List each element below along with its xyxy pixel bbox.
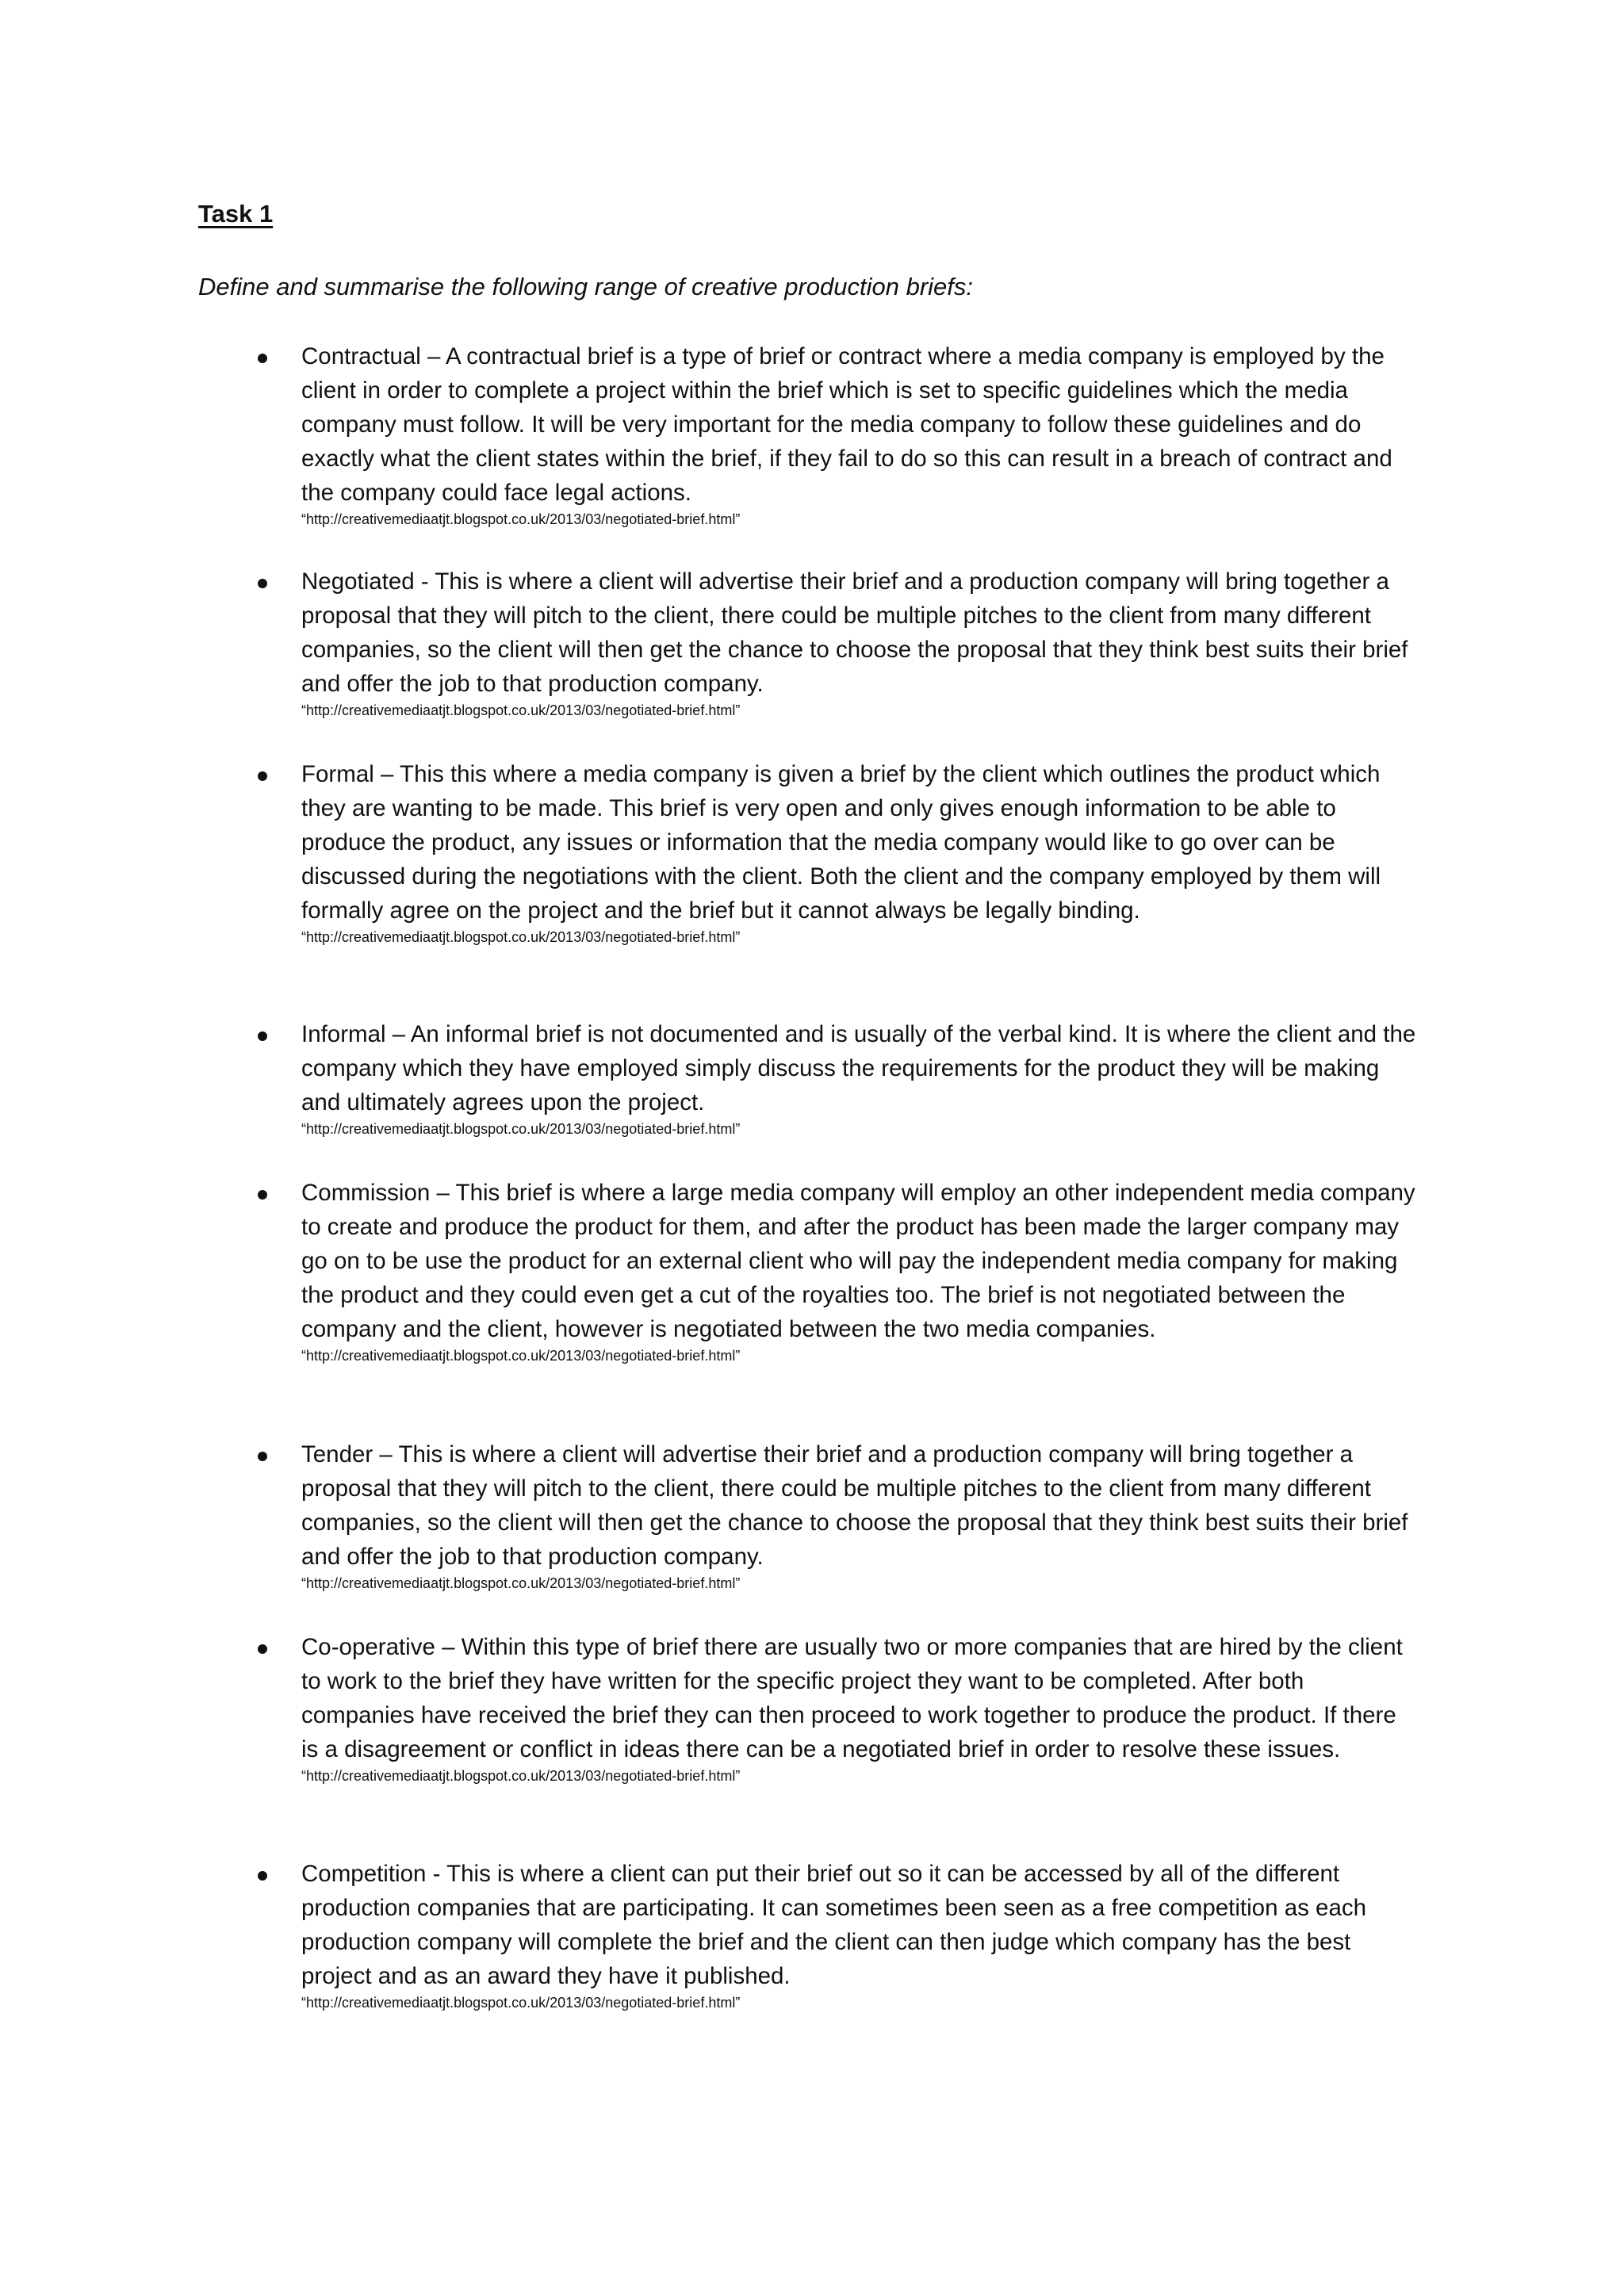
bullet-icon — [258, 1031, 267, 1041]
bullet-icon — [258, 579, 267, 588]
item-source: “http://creativemediaatjt.blogspot.co.uk/2013/03/negotiated-brief.html” — [301, 1348, 741, 1364]
list-item-informal — [301, 1017, 1419, 1138]
bullet-icon — [258, 354, 267, 363]
item-source: “http://creativemediaatjt.blogspot.co.uk/2013/03/negotiated-brief.html” — [301, 1995, 741, 2011]
bullet-icon — [258, 1871, 267, 1881]
list-item-formal — [301, 757, 1419, 947]
item-text: Commission – This brief is where a large media company will employ an other independent media company to create and produce the product for them, and after the product has been made the larger company may go on to be use the product for an external client who will pay the independent media company for making the product and they could even get a cut of the royalties too. The brief is not negotiated between the company and the client, however is negotiated between the two media companies. — [301, 1180, 1415, 1342]
task-instructions: Define and summarise the following range of creative production briefs: — [198, 273, 974, 300]
bullet-icon — [258, 1644, 267, 1654]
item-source: “http://creativemediaatjt.blogspot.co.uk/2013/03/negotiated-brief.html” — [301, 702, 741, 718]
list-item-commission — [301, 1176, 1419, 1365]
list-item-negotiated — [301, 564, 1419, 720]
list-item-co-operative — [301, 1630, 1419, 1785]
item-source: “http://creativemediaatjt.blogspot.co.uk/2013/03/negotiated-brief.html” — [301, 511, 741, 527]
item-source: “http://creativemediaatjt.blogspot.co.uk/2013/03/negotiated-brief.html” — [301, 1768, 741, 1784]
item-source: “http://creativemediaatjt.blogspot.co.uk/2013/03/negotiated-brief.html” — [301, 929, 741, 945]
bullet-icon — [258, 771, 267, 781]
item-text: Contractual – A contractual brief is a type of brief or contract where a media company is employed by the client in order to complete a project within the brief which is set to specific guidelines which the media company must follow. It will be very important for the media company to follow these guidelines and do exactly what the client states within the brief, if they fail to do so this can result in a breach of contract and the company could face legal actions. — [301, 343, 1392, 506]
item-text: Formal – This this where a media company is given a brief by the client which outlines the product which they are wanting to be made. This brief is very open and only gives enough information to be able to produce the product, any issues or information that the media company would like to go over can be discussed during the negotiations with the client. Both the client and the company employed by them will formally agree on the project and the brief but it cannot always be legally binding. — [301, 761, 1381, 924]
item-text: Competition - This is where a client can put their brief out so it can be accessed by all of the different production companies that are participating. It can sometimes been seen as a free competition as each production company will complete the brief and the client can then judge which company has the best project and as an award they have it published. — [301, 1861, 1367, 1989]
item-text: Co-operative – Within this type of brief there are usually two or more companies that are hired by the client to work to the brief they have written for the specific project they want to be completed. After both companies have received the brief they can then proceed to work together to produce the product. If there is a disagreement or conflict in ideas there can be a negotiated brief in order to resolve these issues. — [301, 1634, 1403, 1762]
task-heading: Task 1 — [198, 200, 274, 228]
item-text: Informal – An informal brief is not documented and is usually of the verbal kind. It is where the client and the company which they have employed simply discuss the requirements for the product they will be making and ultimately agrees upon the project. — [301, 1021, 1416, 1115]
list-item-competition — [301, 1857, 1419, 2012]
item-text: Tender – This is where a client will advertise their brief and a production company will bring together a proposal that they will pitch to the client, there could be multiple pitches to the client from many different companies, so the client will then get the chance to choose the proposal that they think best suits their brief and offer the job to that production company. — [301, 1441, 1408, 1570]
bullet-icon — [258, 1452, 267, 1461]
item-source: “http://creativemediaatjt.blogspot.co.uk/2013/03/negotiated-brief.html” — [301, 1121, 741, 1137]
item-source: “http://creativemediaatjt.blogspot.co.uk/2013/03/negotiated-brief.html” — [301, 1575, 741, 1591]
item-text: Negotiated - This is where a client will advertise their brief and a production company will bring together a proposal that they will pitch to the client, there could be multiple pitches to the client from many different companies, so the client will then get the chance to choose the proposal that they think best suits their brief and offer the job to that production company. — [301, 568, 1408, 697]
list-item-contractual — [301, 339, 1419, 529]
bullet-icon — [258, 1190, 267, 1200]
list-item-tender — [301, 1437, 1419, 1593]
